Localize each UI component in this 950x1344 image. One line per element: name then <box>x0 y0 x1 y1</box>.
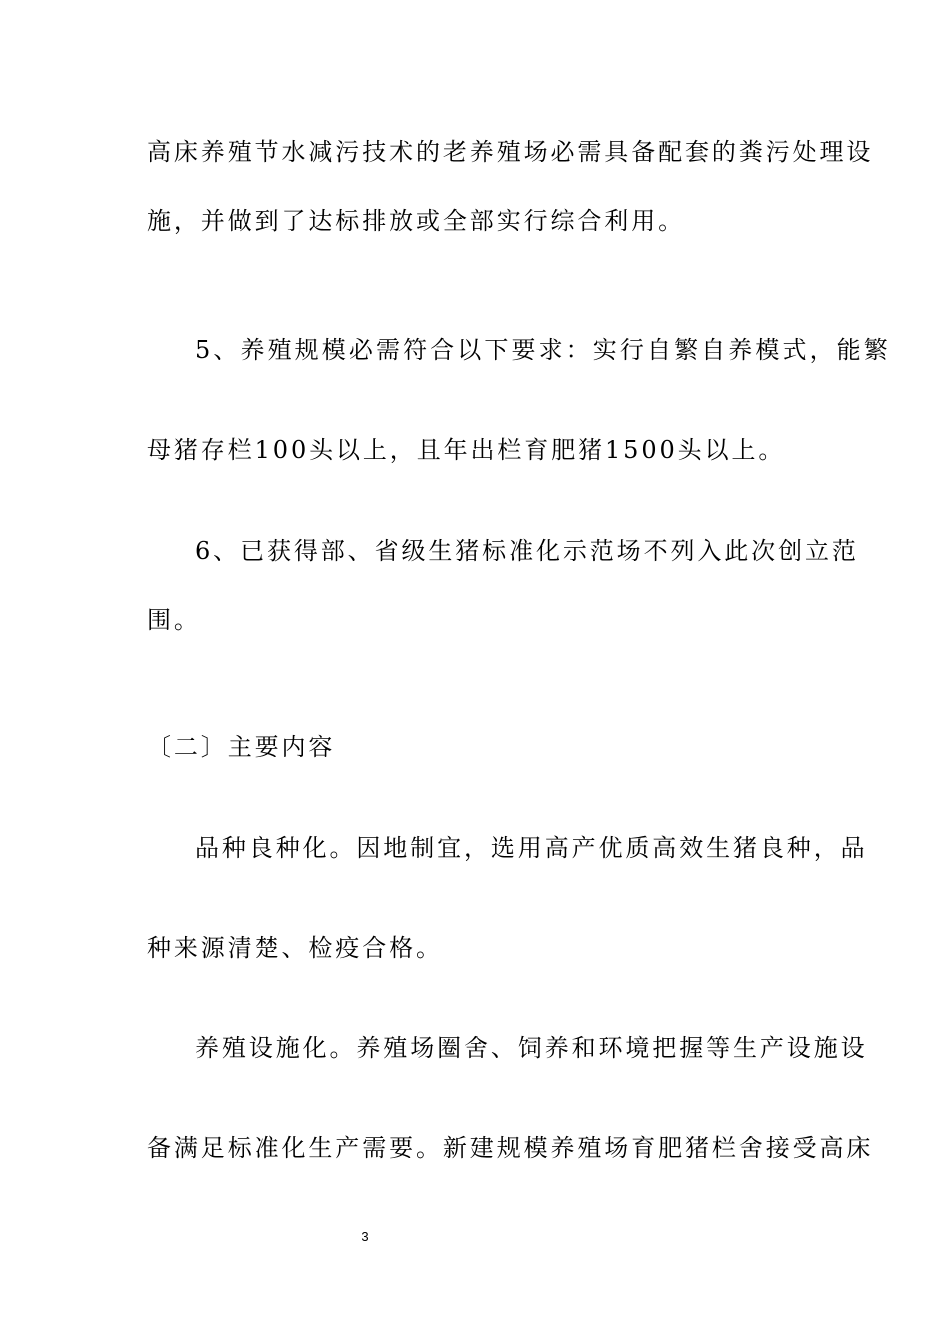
text-line: 备满足标准化生产需要。新建规模养殖场育肥猪栏舍接受高床 <box>147 1134 874 1162</box>
text-line: 围。 <box>147 606 201 634</box>
text-line: 品种良种化。因地制宜，选用高产优质高效生猪良种，品 <box>195 834 868 862</box>
text-line: 种来源清楚、检疫合格。 <box>147 934 443 962</box>
text-line: 6、已获得部、省级生猪标准化示范场不列入此次创立范 <box>195 537 859 565</box>
page-number: 3 <box>361 1229 369 1244</box>
section-heading: 〔二〕主要内容 <box>147 733 336 761</box>
text-line: 5、养殖规模必需符合以下要求：实行自繁自养模式，能繁 <box>195 336 891 364</box>
text-line: 施，并做到了达标排放或全部实行综合利用。 <box>147 207 685 235</box>
text-line: 母猪存栏100头以上，且年出栏育肥猪1500头以上。 <box>147 436 786 464</box>
text-line: 养殖设施化。养殖场圈舍、饲养和环境把握等生产设施设 <box>195 1034 868 1062</box>
text-line: 高床养殖节水减污技术的老养殖场必需具备配套的粪污处理设 <box>147 138 874 166</box>
